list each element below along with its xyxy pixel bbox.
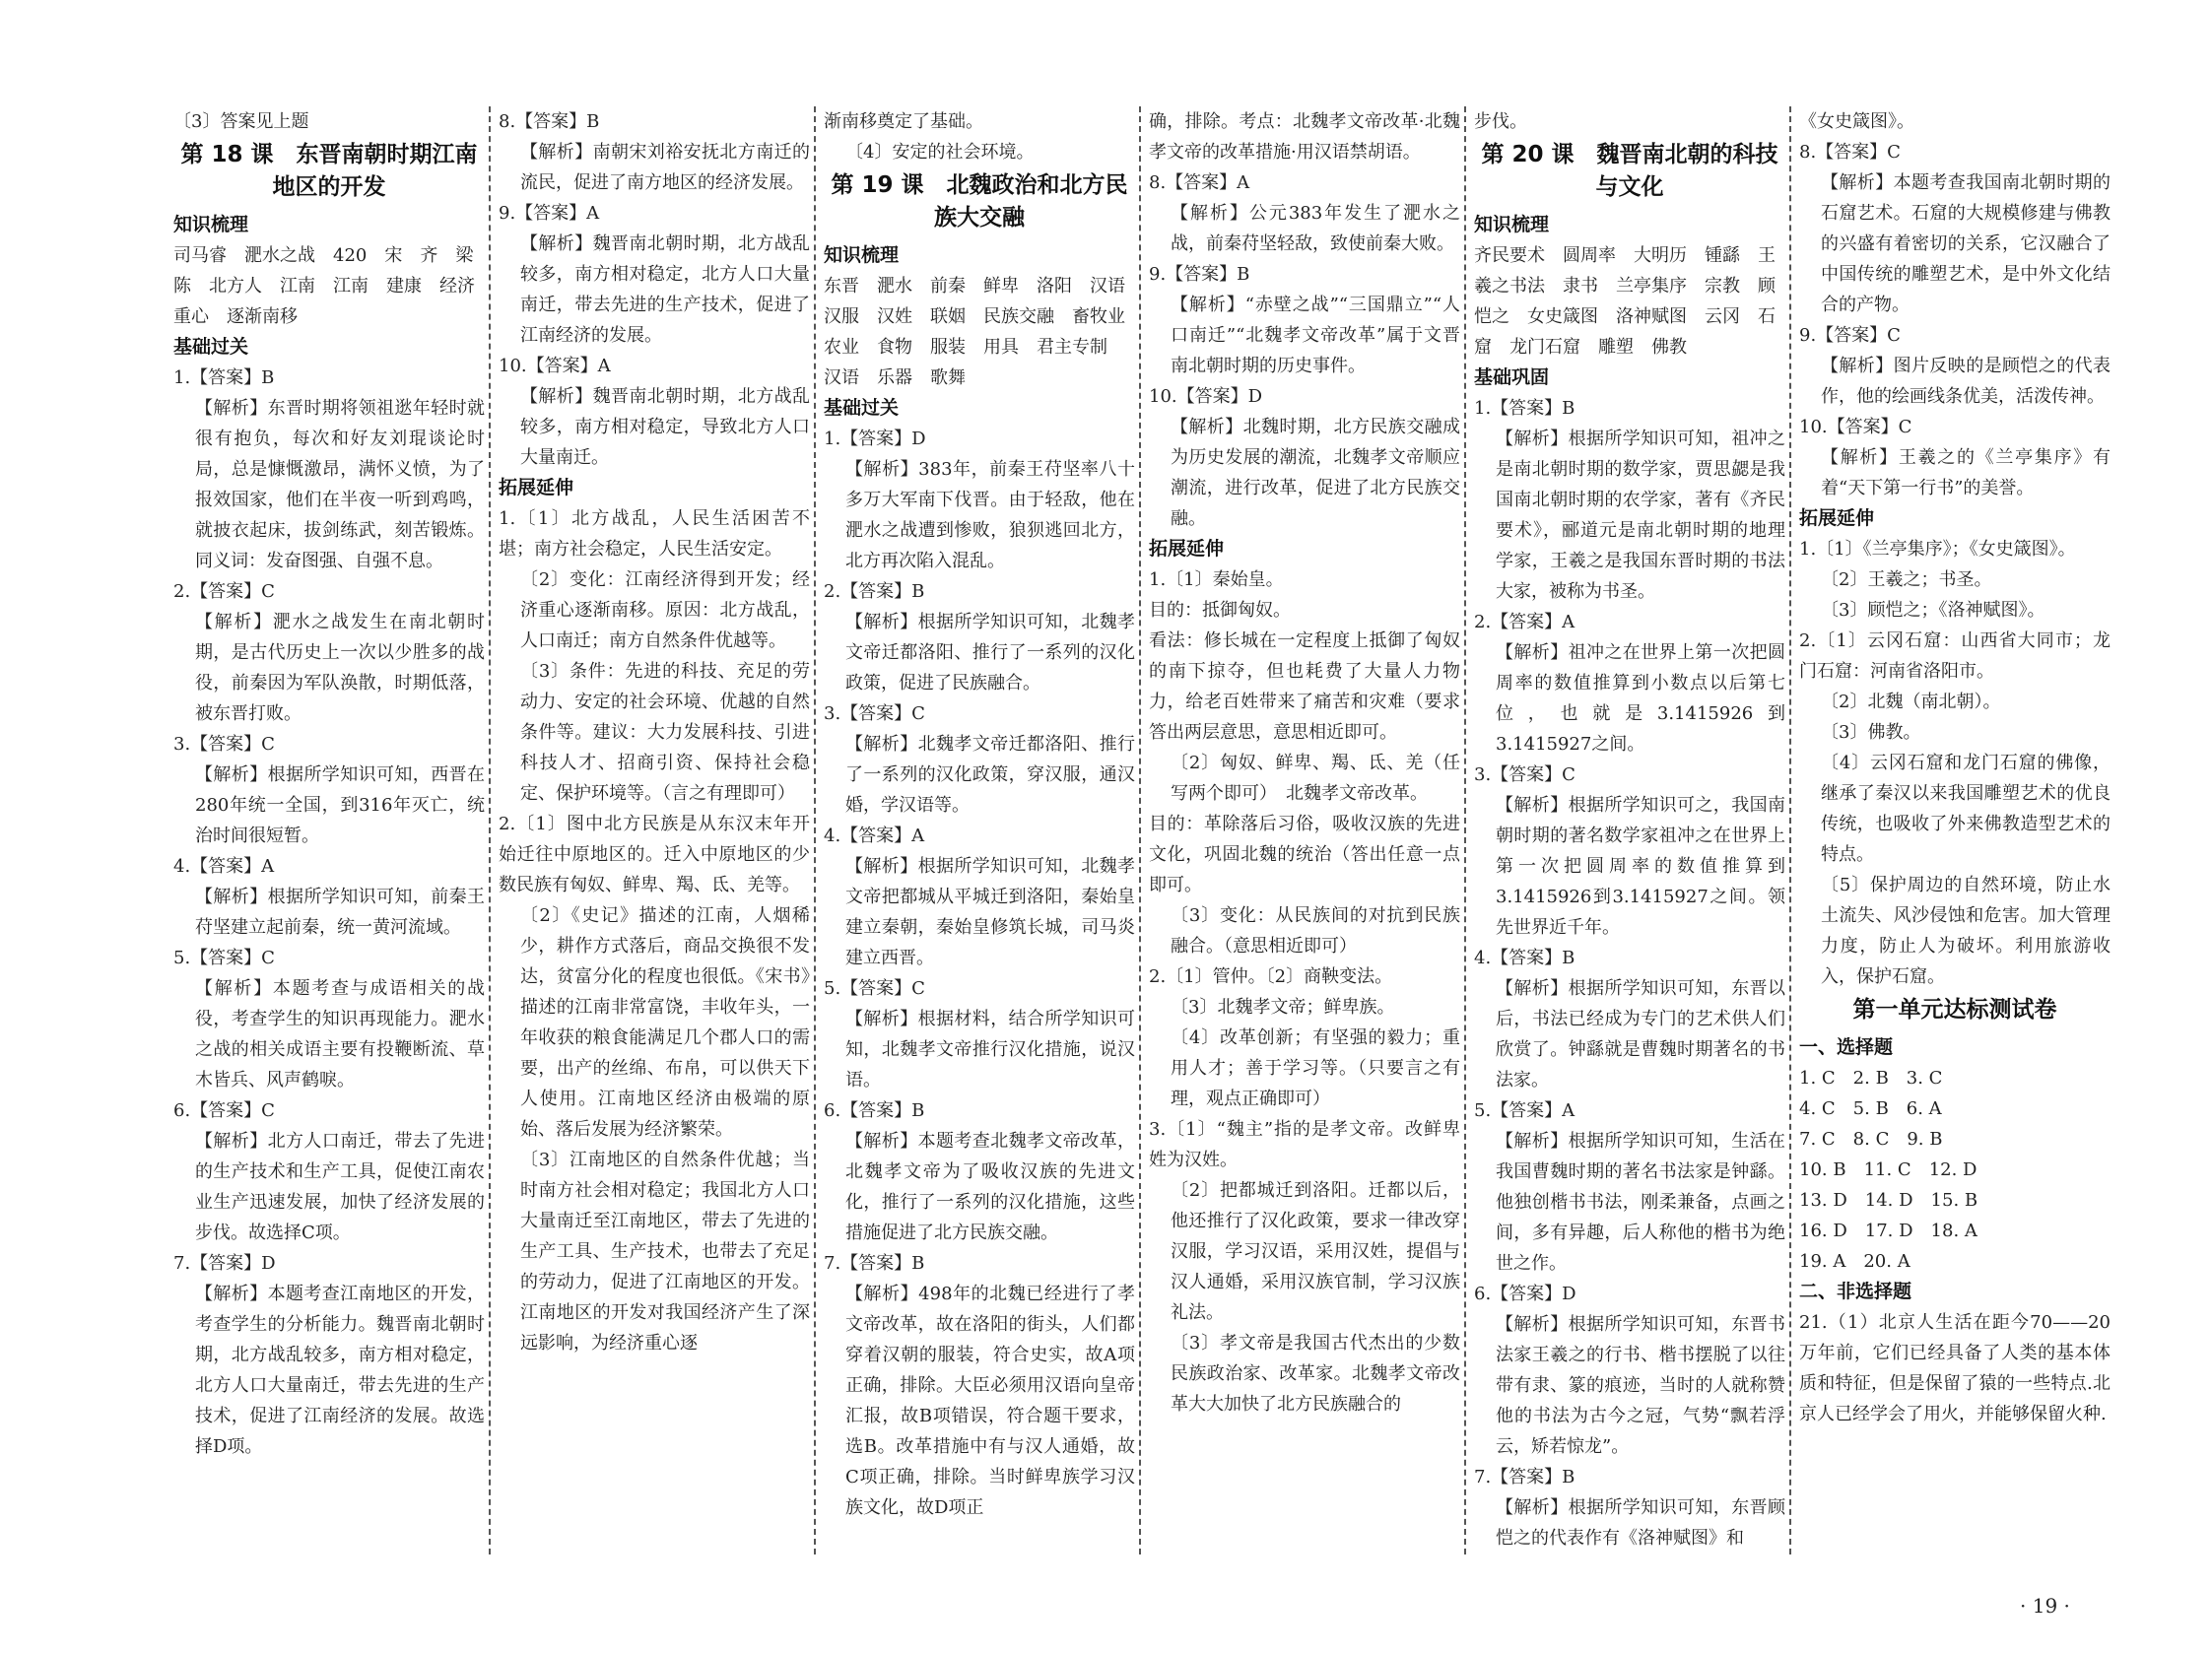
column-divider bbox=[814, 106, 816, 1554]
explanation-paragraph: 【解析】本题考查江南地区的开发，考查学生的分析能力。魏晋南北朝时期，北方战乱较多，南方相对稳定，北方人口大量南迁，带去先进的生产技术，促进了江南经济的发展。故选择D项。 bbox=[195, 1284, 485, 1457]
answer-line: 5.【答案】C bbox=[173, 948, 275, 968]
explanation-paragraph: 【解析】北魏时期，北方民族交融成为历史发展的潮流，北魏孝文帝顺应潮流，进行改革，促进了北方民族交融。 bbox=[1171, 417, 1460, 529]
explanation-paragraph: 【解析】383年，前秦王苻坚率八十多万大军南下伐晋。由于轻敌，他在淝水之战遭到惨败，狼狈逃回北方，北方再次陷入混乱。 bbox=[845, 459, 1135, 571]
answer-line: 4.【答案】B bbox=[1474, 948, 1575, 968]
column-divider bbox=[489, 106, 491, 1554]
answer-line: 《女史箴图》。 bbox=[1799, 111, 1914, 132]
answer-line: 13. D 14. D 15. B bbox=[1799, 1190, 1978, 1211]
explanation-paragraph: 【解析】魏晋南北朝时期，北方战乱较多，南方相对稳定，导致北方人口大量南迁。 bbox=[520, 386, 810, 468]
explanation-paragraph: 〔3〕江南地区的自然条件优越；当时南方社会相对稳定；我国北方人口大量南迁至江南地区，带去了先进的生产工具、生产技术，也带去了充足的劳动力，促进了江南地区的开发。江南地区的开发对我国经济产生了深远影响，为经济重心逐 bbox=[520, 1150, 810, 1354]
answer-line: 2.【答案】A bbox=[1474, 612, 1575, 632]
answer-line: 1.〔1〕《兰亭集序》；《女史箴图》。 bbox=[1799, 539, 2076, 560]
explanation-paragraph: 【解析】根据所学知识可知，北魏孝文帝把都城从平城迁到洛阳，秦始皇建立秦朝，秦始皇修筑长城，司马炎建立西晋。 bbox=[845, 856, 1135, 968]
column-2 bbox=[499, 106, 810, 1564]
explanation-paragraph: 【解析】根据所学知识可知，东晋以后，书法已经成为专门的艺术供人们欣赏了。钟繇就是曹魏时期著名的书法家。 bbox=[1496, 978, 1785, 1091]
lesson-title: 第 20 课 魏晋南北朝的科技与文化 bbox=[1481, 142, 1778, 200]
explanation-paragraph: 〔2〕王羲之；书圣。 bbox=[1821, 569, 1992, 590]
answer-line: 步伐。 bbox=[1474, 111, 1527, 132]
lesson-title: 第 19 课 北魏政治和北方民族大交融 bbox=[831, 172, 1128, 231]
explanation-paragraph: 【解析】南朝宋刘裕安抚北方南迁的流民，促进了南方地区的经济发展。 bbox=[520, 142, 810, 193]
explanation-paragraph: 【解析】东晋时期将领祖逖年轻时就很有抱负，每次和好友刘琨谈论时局，总是慷慨激昂，满怀义愤，为了报效国家，他们在半夜一听到鸡鸣，就披衣起床，拔剑练武，刻苦锻炼。同义词：发奋图强、自强不息。 bbox=[195, 398, 485, 571]
explanation-paragraph: 〔2〕变化：江南经济得到开发；经济重心逐渐南移。原因：北方战乱，人口南迁；南方自然条件优越等。 bbox=[520, 569, 810, 651]
answer-line: 3.【答案】C bbox=[173, 734, 275, 755]
explanation-paragraph: 〔2〕《史记》描述的江南，人烟稀少，耕作方式落后，商品交换很不发达，贫富分化的程度也很低。《宋书》描述的江南非常富饶，丰收年头，一年收获的粮食能满足几个郡人口的需要，出产的丝绵、布帛，可以供天下人使用。江南地区经济由极端的原始、落后发展为经济繁荣。 bbox=[520, 905, 810, 1140]
knowledge-terms: 司马睿 淝水之战 420 宋 齐 梁 陈 北方人 江南 江南 建康 经济重心 逐渐南移 bbox=[173, 245, 492, 327]
answer-line: 7. C 8. C 9. B bbox=[1799, 1129, 1943, 1150]
answer-line: 3.【答案】C bbox=[824, 703, 925, 724]
explanation-paragraph: 【解析】祖冲之在世界上第一次把圆周率的数值推算到小数点以后第七位，也就是3.1415926到3.1415927之间。 bbox=[1496, 642, 1785, 755]
answer-line: 确，排除。考点：北魏孝文帝改革·北魏孝文帝的改革措施·用汉语禁胡语。 bbox=[1149, 111, 1460, 163]
section-heading: 基础巩固 bbox=[1474, 366, 1550, 388]
explanation-paragraph: 【解析】根据所学知识可知，前秦王苻坚建立起前秦，统一黄河流域。 bbox=[195, 887, 485, 938]
answer-line: 7.【答案】B bbox=[1474, 1467, 1575, 1488]
knowledge-terms: 东晋 淝水 前秦 鲜卑 洛阳 汉语 汉服 汉姓 联姻 民族交融 畜牧业 农业 食物 服装 用具 君主专制 汉语 乐器 歌舞 bbox=[824, 276, 1143, 388]
explanation-paragraph: 〔3〕条件：先进的科技、充足的劳动力、安定的社会环境、优越的自然条件等。建议：大力发展科技、引进科技人才、招商引资、保持社会稳定、保护环境等。（言之有理即可） bbox=[520, 661, 810, 804]
explanation-paragraph: 〔3〕孝文帝是我国古代杰出的少数民族政治家、改革家。北魏孝文帝改革大大加快了北方民族融合的 bbox=[1171, 1333, 1460, 1415]
section-heading: 拓展延伸 bbox=[499, 477, 574, 498]
explanation-paragraph: 【解析】本题考查北魏孝文帝改革，北魏孝文帝为了吸收汉族的先进文化，推行了一系列的汉化措施，这些措施促进了北方民族交融。 bbox=[845, 1131, 1135, 1243]
explanation-paragraph: 〔5〕保护周边的自然环境，防止水土流失、风沙侵蚀和危害。加大管理力度，防止人为破坏。利用旅游收入，保护石窟。 bbox=[1821, 875, 2111, 987]
explanation-paragraph: 【解析】淝水之战发生在南北朝时期，是古代历史上一次以少胜多的战役，前秦因为军队涣散，时期低落，被东晋打败。 bbox=[195, 612, 485, 724]
answer-line: 1.〔1〕北方战乱，人民生活困苦不堪；南方社会稳定，人民生活安定。 bbox=[499, 508, 810, 560]
answer-line: 3.〔1〕“魏主”指的是孝文帝。改鲜卑姓为汉姓。 bbox=[1149, 1119, 1460, 1170]
section-heading: 知识梳理 bbox=[173, 214, 249, 235]
answer-line: 〔3〕答案见上题 bbox=[173, 111, 309, 132]
explanation-paragraph: 〔3〕顾恺之；《洛神赋图》。 bbox=[1821, 600, 2045, 621]
answer-line: 19. A 20. A bbox=[1799, 1251, 1910, 1272]
explanation-paragraph: 【解析】本题考查与成语相关的战役，考查学生的知识再现能力。淝水之战的相关成语主要有投鞭断流、草木皆兵、风声鹤唳。 bbox=[195, 978, 485, 1091]
answer-line: 8.【答案】B bbox=[499, 111, 600, 132]
section-heading: 一、选择题 bbox=[1799, 1036, 1894, 1058]
explanation-paragraph: 【解析】王羲之的《兰亭集序》有着“天下第一行书”的美誉。 bbox=[1821, 447, 2111, 498]
section-heading: 基础过关 bbox=[824, 397, 900, 419]
explanation-paragraph: 【解析】魏晋南北朝时期，北方战乱较多，南方相对稳定，北方人口大量南迁，带去先进的生产技术，促进了江南经济的发展。 bbox=[520, 233, 810, 346]
explanation-paragraph: 〔4〕安定的社会环境。 bbox=[845, 142, 1035, 163]
explanation-paragraph: 〔2〕北魏（南北朝）。 bbox=[1821, 692, 2001, 712]
answer-line: 2.【答案】B bbox=[824, 581, 925, 602]
explanation-paragraph: 【解析】图片反映的是顾恺之的代表作，他的绘画线条优美，活泼传神。 bbox=[1821, 356, 2111, 407]
answer-line: 渐南移奠定了基础。 bbox=[824, 111, 983, 132]
answer-line: 6.【答案】C bbox=[173, 1100, 275, 1121]
section-heading: 拓展延伸 bbox=[1149, 538, 1225, 560]
answer-line: 10.【答案】A bbox=[499, 356, 611, 376]
answer-line: 10. B 11. C 12. D bbox=[1799, 1159, 1977, 1180]
column-divider bbox=[1139, 106, 1141, 1554]
section-heading: 基础过关 bbox=[173, 336, 249, 358]
answer-line: 1. C 2. B 3. C bbox=[1799, 1068, 1943, 1089]
answer-line: 21.（1）北京人生活在距今70——20万年前，它们已经具备了人类的基本体质和特征，但是保留了猿的一些特点.北京人已经学会了用火，并能够保留火种. bbox=[1799, 1312, 2111, 1424]
explanation-paragraph: 〔3〕佛教。 bbox=[1821, 722, 1921, 743]
answer-line: 1.【答案】B bbox=[173, 367, 275, 388]
column-5 bbox=[1474, 106, 1785, 1564]
explanation-paragraph: 【解析】根据所学知识可之，我国南朝时期的著名数学家祖冲之在世界上第一次把圆周率的数值推算到3.1415926到3.1415927之间。领先世界近千年。 bbox=[1496, 795, 1785, 938]
column-4 bbox=[1149, 106, 1460, 1564]
column-divider bbox=[1464, 106, 1466, 1554]
explanation-paragraph: 〔2〕匈奴、鲜卑、羯、氐、羌（任写两个即可） 北魏孝文帝改革。 bbox=[1171, 753, 1460, 804]
explanation-paragraph: 【解析】北魏孝文帝迁都洛阳、推行了一系列的汉化政策，穿汉服，通汉婚，学汉语等。 bbox=[845, 734, 1135, 816]
explanation-paragraph: 【解析】公元383年发生了淝水之战，前秦苻坚轻敌，致使前秦大败。 bbox=[1171, 203, 1460, 254]
answer-line: 10.【答案】C bbox=[1799, 417, 1912, 437]
column-6 bbox=[1799, 106, 2111, 1564]
answer-line: 3.【答案】C bbox=[1474, 764, 1575, 785]
answer-line: 7.【答案】B bbox=[824, 1253, 925, 1274]
explanation-paragraph: 【解析】根据所学知识可知，祖冲之是南北朝时期的数学家，贾思勰是我国南北朝时期的农学家，著有《齐民要术》，郦道元是南北朝时期的地理学家，王羲之是我国东晋时期的书法大家，被称为书圣。 bbox=[1496, 429, 1785, 602]
explanation-paragraph: 【解析】根据所学知识可知，生活在我国曹魏时期的著名书法家是钟繇。他独创楷书书法，刚柔兼备，点画之间，多有异趣，后人称他的楷书为绝世之作。 bbox=[1496, 1131, 1785, 1274]
page-number: · 19 · bbox=[2020, 1594, 2070, 1618]
answer-line: 5.【答案】C bbox=[824, 978, 925, 999]
column-3 bbox=[824, 106, 1143, 1564]
answer-line: 1.【答案】D bbox=[824, 429, 926, 449]
answer-line: 8.【答案】C bbox=[1799, 142, 1901, 163]
explanation-paragraph: 【解析】根据所学知识可知，西晋在280年统一全国，到316年灭亡，统治时间很短暂。 bbox=[195, 764, 485, 846]
answer-line: 5.【答案】A bbox=[1474, 1100, 1575, 1121]
explanation-paragraph: 〔3〕北魏孝文帝；鲜卑族。 bbox=[1171, 997, 1395, 1018]
explanation-paragraph: 【解析】根据所学知识可知，北魏孝文帝迁都洛阳、推行了一系列的汉化政策，促进了民族融合。 bbox=[845, 612, 1135, 694]
explanation-paragraph: 【解析】根据所学知识可知，东晋顾恺之的代表作有《洛神赋图》和 bbox=[1496, 1497, 1785, 1549]
knowledge-terms: 齐民要术 圆周率 大明历 锺繇 王羲之书法 隶书 兰亭集序 宗教 顾恺之 女史箴图 洛神赋图 云冈 石窟 龙门石窟 雕塑 佛教 bbox=[1474, 245, 1776, 358]
answer-line: 4.【答案】A bbox=[173, 856, 275, 877]
answer-line: 16. D 17. D 18. A bbox=[1799, 1221, 1977, 1241]
lesson-title: 第一单元达标测试卷 bbox=[1852, 997, 2057, 1023]
answer-line: 2.【答案】C bbox=[173, 581, 275, 602]
answer-line: 9.【答案】C bbox=[1799, 325, 1901, 346]
answer-line: 8.【答案】A bbox=[1149, 172, 1250, 193]
answer-line: 6.【答案】B bbox=[824, 1100, 925, 1121]
answer-line: 1.【答案】B bbox=[1474, 398, 1575, 419]
explanation-paragraph: 〔4〕云冈石窟和龙门石窟的佛像，继承了秦汉以来我国雕塑艺术的优良传统，也吸收了外来佛教造型艺术的特点。 bbox=[1821, 753, 2111, 865]
explanation-paragraph: 〔2〕把都城迁到洛阳。迁都以后，他还推行了汉化政策，要求一律改穿汉服，学习汉语，采用汉姓，提倡与汉人通婚，采用汉族官制，学习汉族礼法。 bbox=[1171, 1180, 1460, 1323]
explanation-paragraph: 【解析】本题考查我国南北朝时期的石窟艺术。石窟的大规模修建与佛教的兴盛有着密切的关系，它汉融合了中国传统的雕塑艺术，是中外文化结合的产物。 bbox=[1821, 172, 2111, 315]
answer-line: 看法：修长城在一定程度上抵御了匈奴的南下掠夺，但也耗费了大量人力物力，给老百姓带来了痛苦和灾难（要求答出两层意思，意思相近即可。 bbox=[1149, 630, 1460, 743]
explanation-paragraph: 【解析】498年的北魏已经进行了孝文帝改革，故在洛阳的街头，人们都穿着汉朝的服装，符合史实，故A项正确，排除。大臣必须用汉语向皇帝汇报，故B项错误，符合题干要求，选B。改革措施中有与汉人通婚，故C项正确，排除。当时鲜卑族学习汉族文化，故D项正 bbox=[845, 1284, 1135, 1518]
explanation-paragraph: 【解析】根据所学知识可知，东晋书法家王羲之的行书、楷书摆脱了以往带有隶、篆的痕迹，当时的人就称赞他的书法为古今之冠，气势“飘若浮云，矫若惊龙”。 bbox=[1496, 1314, 1785, 1457]
column-divider bbox=[1789, 106, 1791, 1554]
answer-line: 4.【答案】A bbox=[824, 826, 925, 846]
answer-line: 目的：革除落后习俗，吸收汉族的先进文化，巩固北魏的统治（答出任意一点即可。 bbox=[1149, 814, 1460, 895]
answer-line: 目的：抵御匈奴。 bbox=[1149, 600, 1291, 621]
lesson-title: 第 18 课 东晋南朝时期江南地区的开发 bbox=[180, 142, 478, 200]
explanation-paragraph: 【解析】北方人口南迁，带去了先进的生产技术和生产工具，促使江南农业生产迅速发展，加快了经济发展的步伐。故选择C项。 bbox=[195, 1131, 485, 1243]
answer-line: 4. C 5. B 6. A bbox=[1799, 1098, 1942, 1119]
answer-line: 6.【答案】D bbox=[1474, 1284, 1576, 1304]
explanation-paragraph: 〔4〕改革创新；有坚强的毅力；重用人才；善于学习等。（只要言之有理，观点正确即可） bbox=[1171, 1027, 1460, 1109]
explanation-paragraph: 【解析】“赤壁之战”“三国鼎立”“人口南迁”“北魏孝文帝改革”属于文晋南北朝时期的历史事件。 bbox=[1171, 295, 1460, 376]
section-heading: 拓展延伸 bbox=[1799, 507, 1875, 529]
answer-line: 2.〔1〕云冈石窟：山西省大同市；龙门石窟：河南省洛阳市。 bbox=[1799, 630, 2111, 682]
explanation-paragraph: 【解析】根据材料，结合所学知识可知，北魏孝文帝推行汉化措施，说汉语。 bbox=[845, 1009, 1135, 1091]
answer-line: 10.【答案】D bbox=[1149, 386, 1263, 407]
section-heading: 知识梳理 bbox=[1474, 214, 1550, 235]
answer-line: 2.〔1〕图中北方民族是从东汉末年开始迁往中原地区的。迁入中原地区的少数民族有匈奴、鲜卑、羯、氐、羌等。 bbox=[499, 814, 810, 895]
answer-line: 7.【答案】D bbox=[173, 1253, 276, 1274]
answer-line: 9.【答案】A bbox=[499, 203, 600, 224]
explanation-paragraph: 〔3〕变化：从民族间的对抗到民族融合。（意思相近即可） bbox=[1171, 905, 1460, 957]
answer-line: 2.〔1〕管仲。〔2〕商鞅变法。 bbox=[1149, 966, 1393, 987]
section-heading: 二、非选择题 bbox=[1799, 1281, 1912, 1302]
column-1 bbox=[173, 106, 492, 1564]
answer-line: 1.〔1〕秦始皇。 bbox=[1149, 569, 1284, 590]
section-heading: 知识梳理 bbox=[824, 244, 900, 266]
answer-line: 9.【答案】B bbox=[1149, 264, 1250, 285]
